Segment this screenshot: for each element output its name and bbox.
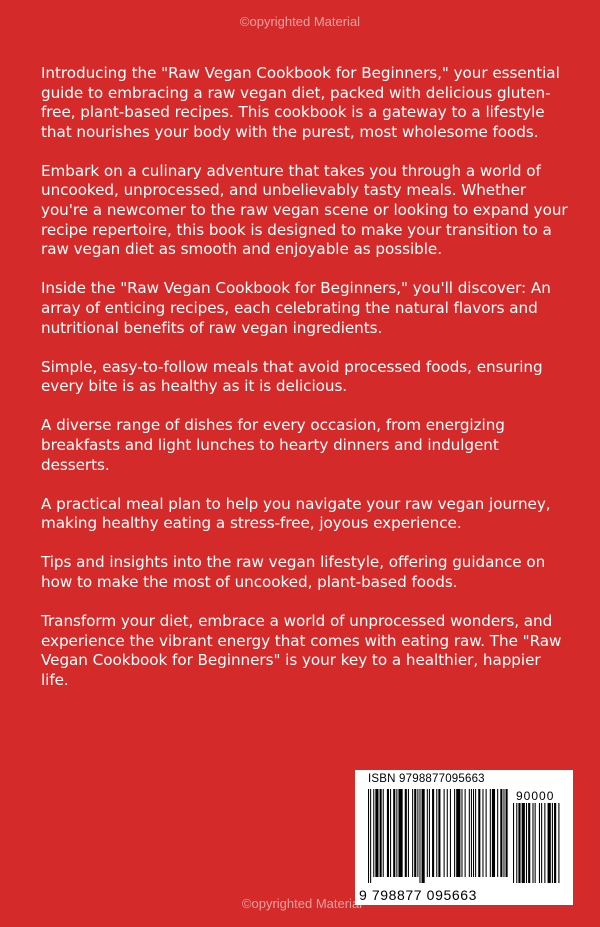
cover-description — [41, 64, 571, 710]
paragraph-simple-meals: Simple, easy-to-follow meals that avoid processed foods, ensuring every bite is as healthy as it is delicious. — [41, 357, 543, 396]
copyright-watermark-bottom: ©opyrighted Material — [241, 896, 363, 911]
barcode-addon-icon — [513, 803, 563, 885]
paragraph-tips: Tips and insights into the raw vegan lifestyle, offering guidance on how to make the most of uncooked, plant-based foods. — [41, 553, 546, 591]
isbn-label: ISBN 9798877095663 — [368, 773, 485, 785]
paragraph-inside: Inside the "Raw Vegan Cookbook for Beginners," you'll discover: An array of enticing recipes, each celebrating the natural flavors and nutritional benefits of raw vegan ingredients. — [41, 279, 551, 337]
paragraph-embark: Embark on a culinary adventure that takes you through a world of uncooked, unprocessed, and unbelievably tasty meals. Whether you're a newcomer to the raw vegan scene or looking to expand your recipe repertoire, this book is designed to make your transition to a raw vegan diet as smooth and enjoyable as possible. — [41, 161, 568, 259]
barcode-main-icon — [368, 789, 514, 885]
paragraph-intro: Introducing the "Raw Vegan Cookbook for Beginners," your essential guide to embracing a raw vegan diet, packed with delicious gluten-free, plant-based recipes. This cookbook is a gateway to a lifestyle that nourishes your body with the purest, most wholesome foods. — [41, 64, 560, 141]
paragraph-transform: Transform your diet, embrace a world of unprocessed wonders, and experience the vibrant energy that comes with eating raw. The "Raw Vegan Cookbook for Beginners" is your key to a healthier, happier life. — [41, 611, 562, 689]
barcode-digits: 9 798877 095663 — [359, 887, 477, 903]
copyright-watermark-top: ©opyrighted Material — [239, 14, 361, 29]
paragraph-diverse-dishes: A diverse range of dishes for every occasion, from energizing breakfasts and light lunches to hearty dinners and indulgent desserts. — [41, 416, 505, 474]
isbn-barcode-box — [355, 770, 573, 905]
barcode-addon-number: 90000 — [516, 789, 555, 803]
paragraph-meal-plan: A practical meal plan to help you navigate your raw vegan journey, making healthy eating a stress-free, joyous experience. — [41, 494, 551, 533]
